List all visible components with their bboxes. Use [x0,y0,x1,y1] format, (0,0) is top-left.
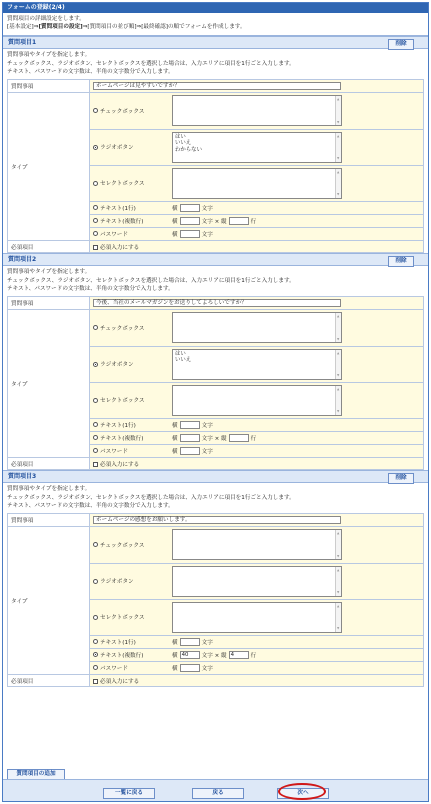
type-options [90,310,423,457]
width-label: 横 [172,639,178,646]
radio-textmulti-type[interactable] [93,218,98,223]
width-label: 横 [172,205,178,212]
rows-label: 行 [250,652,257,659]
checkbox-items-textarea[interactable] [172,95,342,126]
radio-items-textarea[interactable] [172,566,342,597]
radio-items-value: はい いいえ わからない [175,133,202,153]
radio-textmulti-type[interactable] [93,652,98,657]
question-table [7,79,424,253]
text1-type-label: テキスト(1行) [100,422,136,429]
radio-checkbox-type[interactable] [93,325,98,330]
radio-password-type[interactable] [93,448,98,453]
select-type-label: セレクトボックス [100,615,145,621]
questions-container [3,36,428,687]
text1-type-label: テキスト(1行) [100,205,136,212]
required-label: 必須項目 [8,241,90,253]
select-type-label: セレクトボックス [100,181,145,187]
multi-height-input[interactable] [229,434,249,442]
textmulti-type-label: テキスト(複数行) [100,435,144,442]
select-items-textarea[interactable] [172,602,342,633]
width-label: 横 [172,422,178,429]
radio-text1-type[interactable] [93,422,98,427]
question-label: 質問事項 [8,514,90,527]
back-button[interactable]: 戻る [192,788,244,799]
question-block [3,36,428,253]
chars-label: 文字 [201,639,213,646]
chars-times-height-label: 文字 × 縦 [201,435,227,442]
question-header [3,36,428,49]
rows-label: 行 [250,435,257,442]
type-label: タイプ [8,93,90,241]
question-label: 質問事項 [8,80,90,93]
textarea-scrollbar[interactable] [335,603,341,632]
required-check-label: 必須入力にする [100,461,140,468]
password-width-input[interactable] [180,664,200,672]
question-description [3,49,428,79]
type-label: タイプ [8,310,90,458]
password-type-label: パスワード [100,665,128,672]
select-items-textarea[interactable] [172,385,342,416]
radio-text1-type[interactable] [93,205,98,210]
radio-radio-type[interactable] [93,579,98,584]
width-label: 横 [172,448,178,455]
required-check-label: 必須入力にする [100,678,140,685]
step-current: [質問項目の設定] [38,24,83,30]
desc-line1: 質問事項やタイプを指定します。 [7,269,91,275]
type-label: タイプ [8,527,90,675]
radio-radio-type[interactable] [93,145,98,150]
textmulti-type-label: テキスト(複数行) [100,218,144,225]
delete-button[interactable]: 削除 [388,473,414,484]
radio-items-value: はい いいえ [175,350,192,363]
textmulti-type-label: テキスト(複数行) [100,652,144,659]
delete-button[interactable]: 削除 [388,256,414,267]
step-basic: [基本設定]⇒ [7,24,39,30]
textarea-scrollbar[interactable] [335,313,341,342]
width-label: 横 [172,435,178,442]
radio-textmulti-type[interactable] [93,435,98,440]
radio-items-textarea[interactable] [172,132,342,163]
required-label: 必須項目 [8,675,90,687]
desc-line1: 質問事項やタイプを指定します。 [7,52,91,58]
chars-times-height-label: 文字 × 縦 [201,218,227,225]
add-question-button[interactable]: 質問項目の追加 [7,769,65,780]
question-description [3,266,428,296]
multi-width-input[interactable] [180,434,200,442]
required-checkbox[interactable] [93,245,98,250]
radio-select-type[interactable] [93,615,98,620]
question-label: 質問事項 [8,297,90,310]
question-title: 質問項目2 [8,256,37,263]
password-width-input[interactable] [180,447,200,455]
checkbox-type-label: チェックボックス [100,542,145,549]
multi-height-input[interactable]: 4 [229,651,249,659]
textarea-scrollbar[interactable] [335,386,341,415]
highlight-circle [278,783,326,800]
question-block [3,253,428,470]
radio-password-type[interactable] [93,231,98,236]
page-title: フォームの登録(2/4) [3,3,428,13]
desc-line1: 質問事項やタイプを指定します。 [7,486,91,492]
text1-type-label: テキスト(1行) [100,639,136,646]
radio-type-label: ラジオボタン [100,362,134,368]
width-label: 横 [172,231,178,238]
password-type-label: パスワード [100,231,128,238]
question-description [3,483,428,513]
radio-type-label: ラジオボタン [100,579,134,585]
textarea-scrollbar[interactable] [335,96,341,125]
textarea-scrollbar[interactable] [335,350,341,379]
width-label: 横 [172,665,178,672]
intro-steps [7,23,424,31]
question-text-input[interactable]: ホームページは見やすいですか？ [93,82,341,90]
radio-type-label: ラジオボタン [100,145,134,151]
desc-line3: テキスト、パスワードの文字数は、半角の文字数分で入力します。 [7,69,174,75]
chars-label: 文字 [201,448,213,455]
chars-label: 文字 [201,205,213,212]
desc-line2: チェックボックス、ラジオボタン、セレクトボックスを選択した場合は、入力エリアに項目を1行ごと入力します。 [7,60,295,67]
required-label: 必須項目 [8,458,90,470]
question-header [3,253,428,266]
width-label: 横 [172,652,178,659]
question-title: 質問項目3 [8,473,37,480]
multi-width-input[interactable]: 40 [180,651,200,659]
chars-label: 文字 [201,231,213,238]
question-text-input[interactable]: ホームページの感想をお願いします。 [93,516,341,524]
chars-label: 文字 [201,422,213,429]
rows-label: 行 [250,218,257,225]
question-block [3,470,428,687]
step-rest: ⇒[質問項目の並び順]⇒[最終確認]の順でフォームを作成します。 [82,24,246,30]
intro-text [3,13,428,36]
type-options [90,93,423,240]
select-items-textarea[interactable] [172,168,342,199]
password-width-input[interactable] [180,230,200,238]
checkbox-items-textarea[interactable] [172,312,342,343]
question-text-input[interactable]: 今後、当社のメールマガジンをお送りしてよろしいですか？ [93,299,341,307]
form-window [2,2,429,802]
textarea-scrollbar[interactable] [335,567,341,596]
textarea-scrollbar[interactable] [335,133,341,162]
text1-width-input[interactable] [180,638,200,646]
required-checkbox[interactable] [93,679,98,684]
chars-label: 文字 [201,665,213,672]
radio-select-type[interactable] [93,398,98,403]
textarea-scrollbar[interactable] [335,169,341,198]
desc-line3: テキスト、パスワードの文字数は、半角の文字数分で入力します。 [7,503,174,509]
next-button[interactable]: 次へ [277,788,329,799]
required-check-label: 必須入力にする [100,244,140,251]
intro-line1: 質問項目の詳細設定をします。 [7,16,85,22]
delete-button[interactable]: 削除 [388,39,414,50]
footer-bar [3,779,428,801]
text1-width-input[interactable] [180,421,200,429]
desc-line3: テキスト、パスワードの文字数は、半角の文字数分で入力します。 [7,286,174,292]
radio-items-textarea[interactable] [172,349,342,380]
radio-checkbox-type[interactable] [93,542,98,547]
checkbox-items-textarea[interactable] [172,529,342,560]
required-checkbox[interactable] [93,462,98,467]
password-type-label: パスワード [100,448,128,455]
checkbox-type-label: チェックボックス [100,325,145,332]
radio-password-type[interactable] [93,665,98,670]
desc-line2: チェックボックス、ラジオボタン、セレクトボックスを選択した場合は、入力エリアに項目を1行ごと入力します。 [7,494,295,501]
multi-width-input[interactable] [180,217,200,225]
text1-width-input[interactable] [180,204,200,212]
radio-radio-type[interactable] [93,362,98,367]
radio-checkbox-type[interactable] [93,108,98,113]
multi-height-input[interactable] [229,217,249,225]
select-type-label: セレクトボックス [100,398,145,404]
desc-line2: チェックボックス、ラジオボタン、セレクトボックスを選択した場合は、入力エリアに項目を1行ごと入力します。 [7,277,295,284]
question-header [3,470,428,483]
type-options [90,527,423,674]
textarea-scrollbar[interactable] [335,530,341,559]
back-to-list-button[interactable]: 一覧に戻る [103,788,155,799]
width-label: 横 [172,218,178,225]
question-title: 質問項目1 [8,39,37,46]
question-table [7,513,424,687]
question-table [7,296,424,470]
radio-text1-type[interactable] [93,639,98,644]
radio-select-type[interactable] [93,181,98,186]
chars-times-height-label: 文字 × 縦 [201,652,227,659]
checkbox-type-label: チェックボックス [100,108,145,115]
